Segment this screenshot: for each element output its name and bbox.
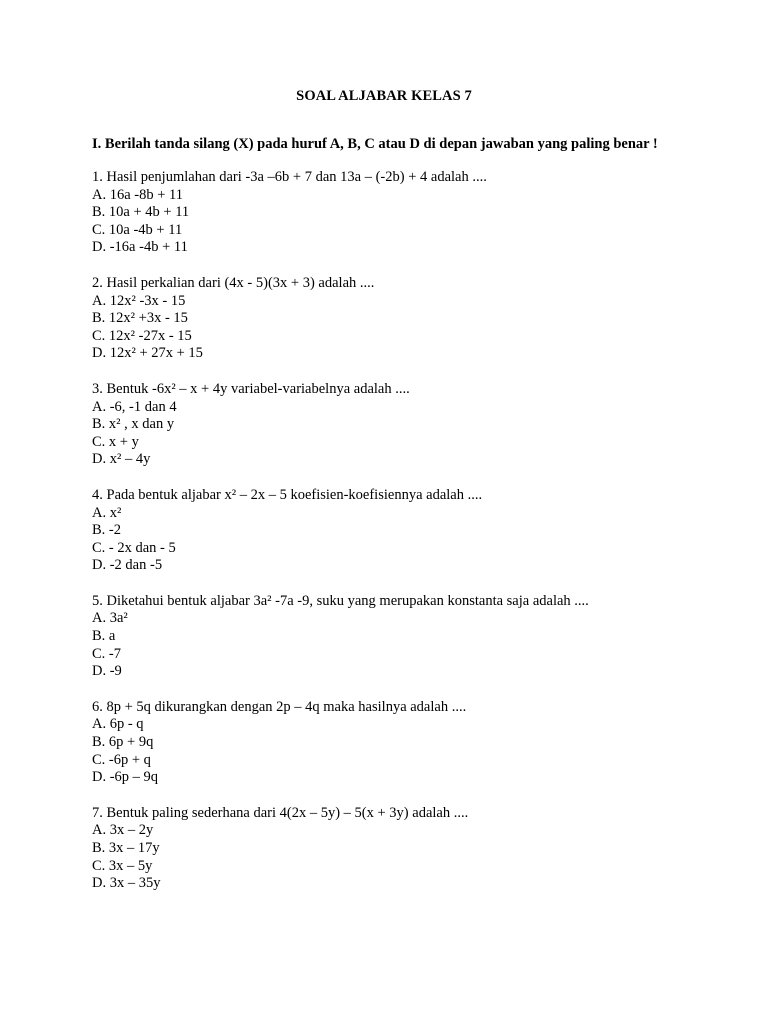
option-b: B. 10a + 4b + 11 [92,204,190,221]
option-a: A. 3a² [92,610,128,627]
option-d: D. -16a -4b + 11 [92,239,188,256]
option-d: D. x² – 4y [92,451,151,468]
option-a: A. 16a -8b + 11 [92,186,184,203]
option-b: B. 3x – 17y [92,840,160,856]
question-3 [92,381,732,469]
question-text: 3. Bentuk -6x² – x + 4y variabel-variabelnya adalah .... [92,380,410,397]
question-4 [92,487,732,575]
option-b: B. a [92,628,116,645]
question-text: 7. Bentuk paling sederhana dari 4(2x – 5y) – 5(x + 3y) adalah .... [92,804,469,821]
option-a: A. 3x – 2y [92,822,154,839]
question-6 [92,699,732,787]
option-d: D. -6p – 9q [92,769,159,786]
option-c: C. -7 [92,645,121,662]
option-b: B. 6p + 9q [92,734,154,751]
question-1 [92,169,732,257]
question-text: 4. Pada bentuk aljabar x² – 2x – 5 koefisien-koefisiennya adalah .... [92,486,483,503]
option-c: C. x + y [92,433,139,450]
option-d: D. 3x – 35y [92,875,161,892]
option-c: C. 10a -4b + 11 [92,221,183,238]
option-c: C. 12x² -27x - 15 [92,327,192,344]
option-b: B. x² , x dan y [92,416,175,433]
option-a: A. x² [92,504,122,521]
question-text: 5. Diketahui bentuk aljabar 3a² -7a -9, suku yang merupakan konstanta saja adalah .... [92,592,589,609]
option-c: C. 3x – 5y [92,857,153,874]
option-d: D. -9 [92,663,122,680]
question-5 [92,593,732,681]
question-text: 1. Hasil penjumlahan dari -3a –6b + 7 dan 13a – (-2b) + 4 adalah .... [92,169,487,185]
page-title: SOAL ALJABAR KELAS 7 [296,88,472,104]
question-list [92,169,732,911]
option-c: C. - 2x dan - 5 [92,539,176,556]
option-d: D. -2 dan -5 [92,557,163,574]
option-b: B. 12x² +3x - 15 [92,310,188,327]
option-a: A. -6, -1 dan 4 [92,398,177,415]
question-7 [92,805,732,893]
option-c: C. -6p + q [92,751,151,768]
option-a: A. 12x² -3x - 15 [92,292,186,309]
question-text: 2. Hasil perkalian dari (4x - 5)(3x + 3) adalah .... [92,274,375,291]
option-a: A. 6p - q [92,716,144,733]
option-d: D. 12x² + 27x + 15 [92,345,203,362]
instruction-text: I. Berilah tanda silang (X) pada huruf A, B, C atau D di depan jawaban yang paling benar ! [92,136,658,152]
option-b: B. -2 [92,522,121,539]
question-text: 6. 8p + 5q dikurangkan dengan 2p – 4q maka hasilnya adalah .... [92,698,467,715]
question-2 [92,275,732,363]
